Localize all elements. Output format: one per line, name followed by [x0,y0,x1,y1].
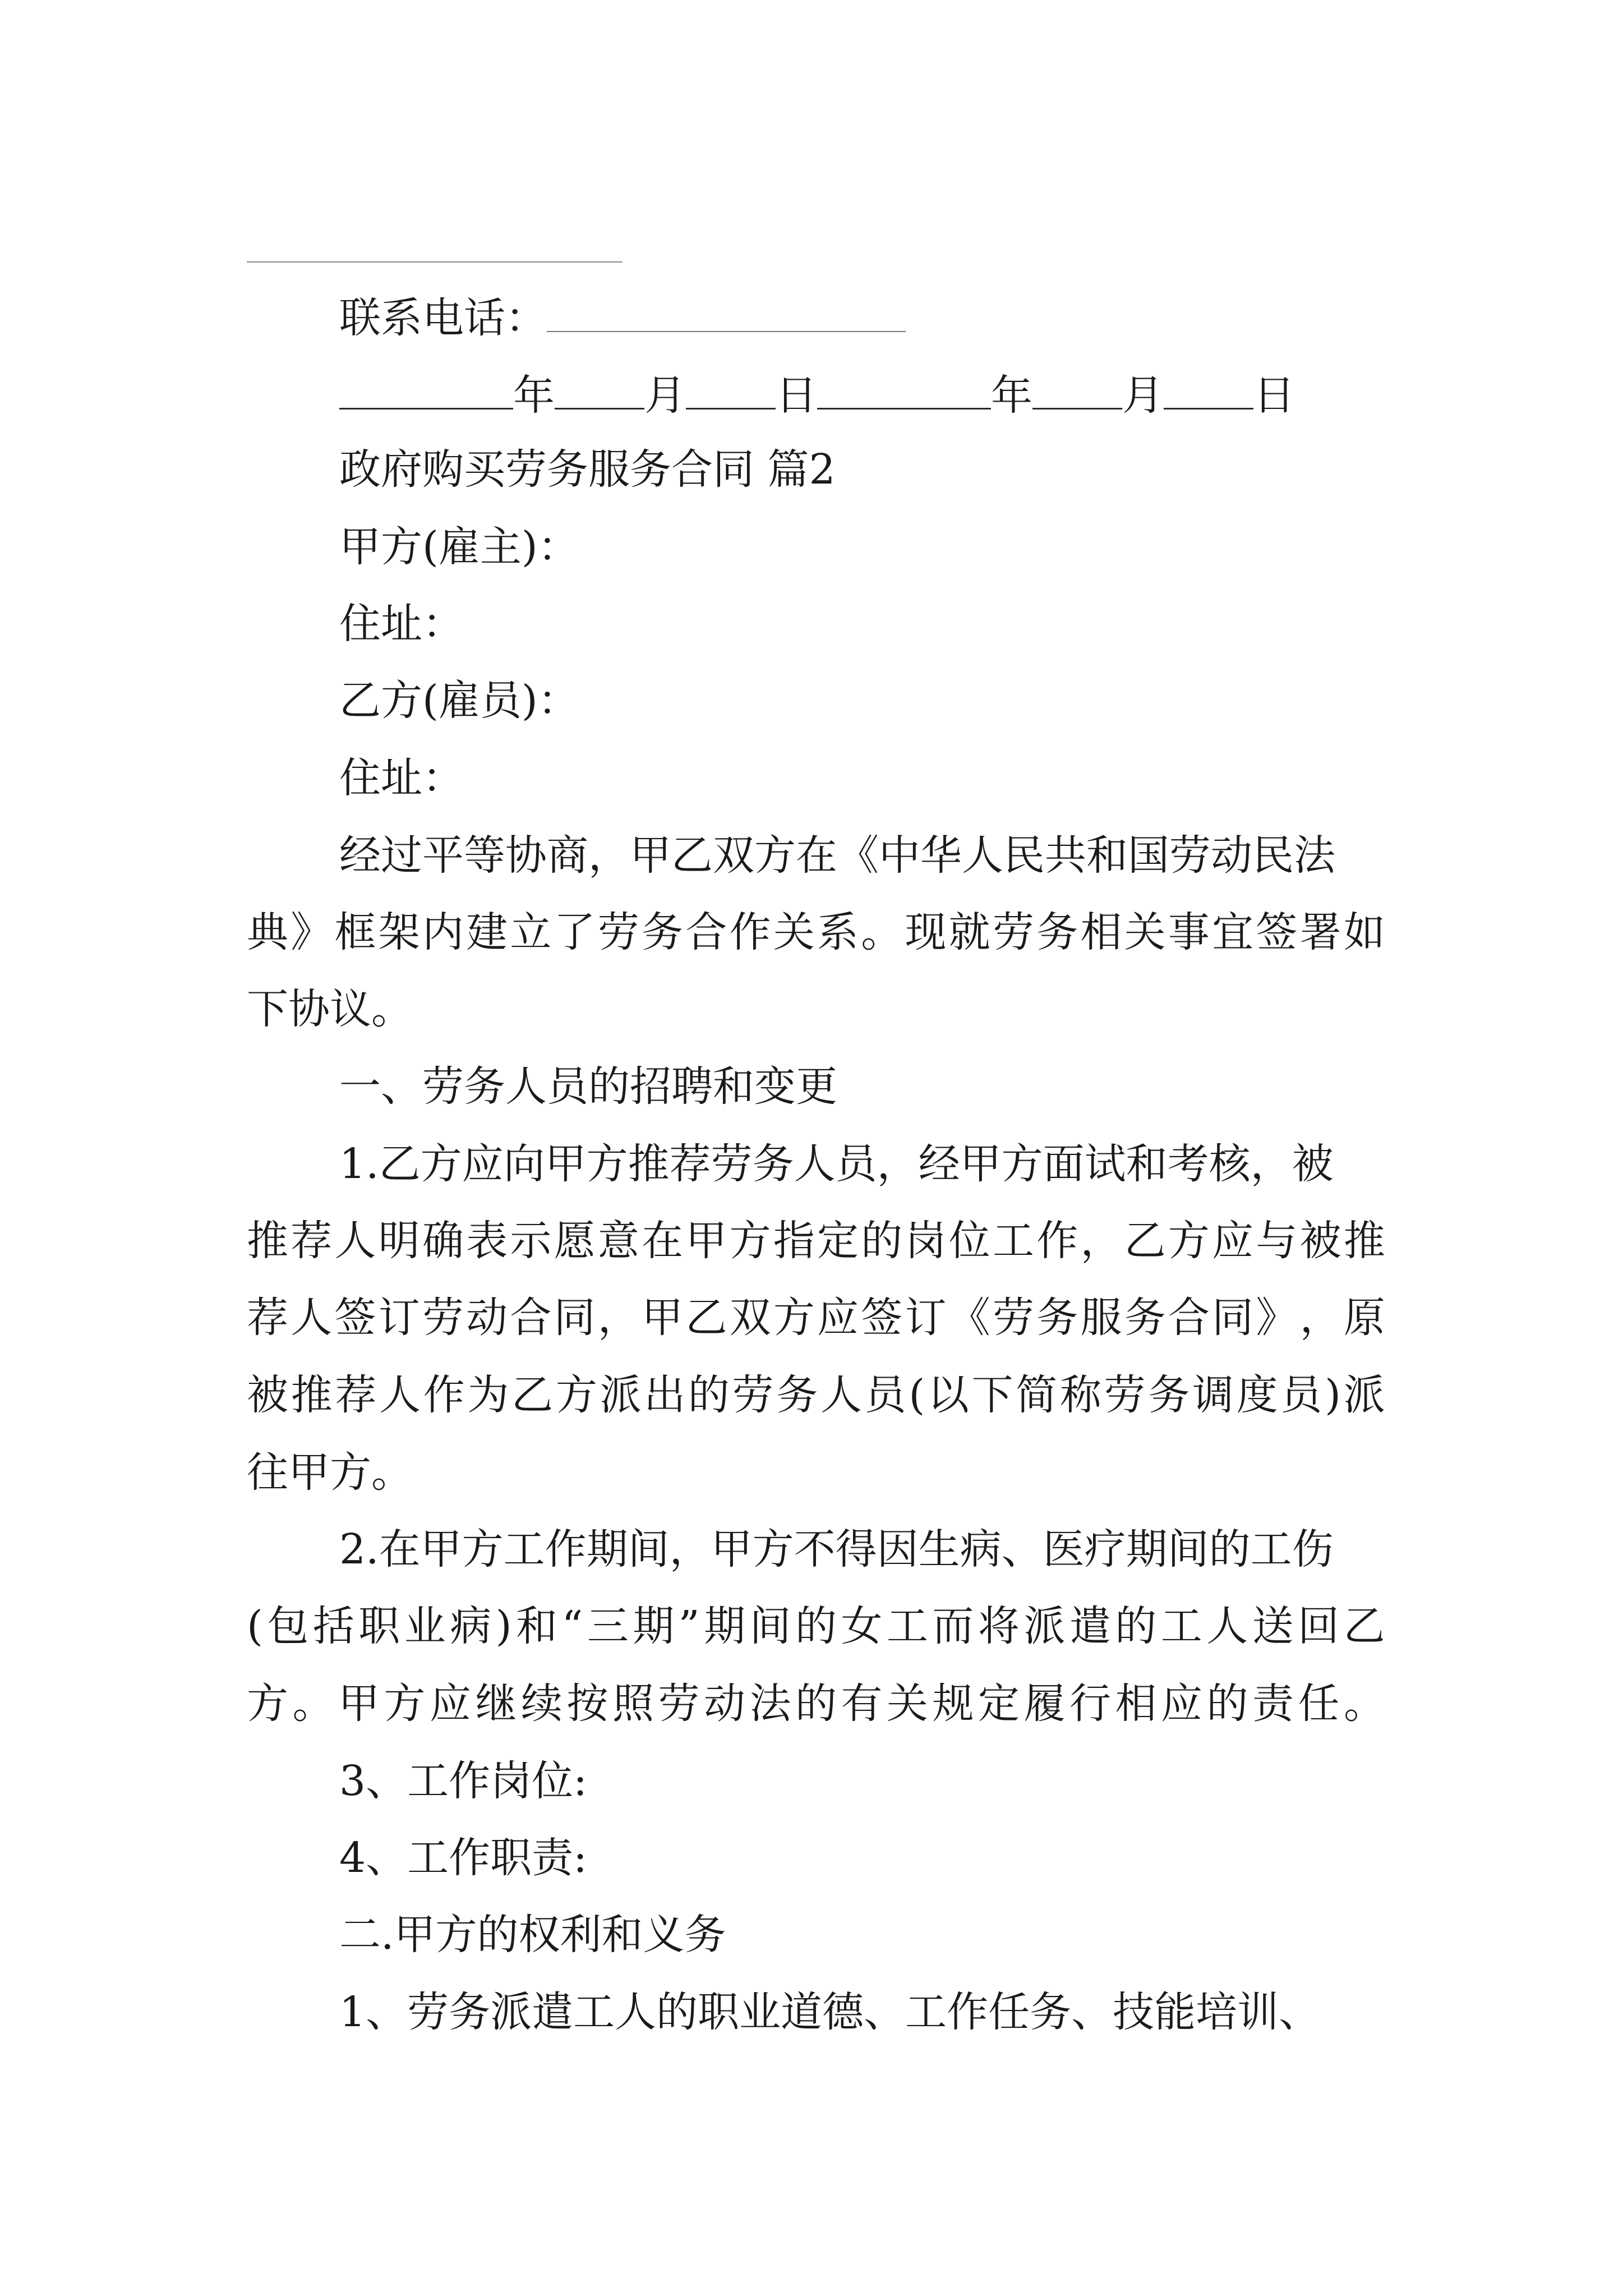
party-a-label: 甲方(雇主)： [339,523,579,571]
day-unit-1: 日 [776,371,817,420]
clause1-item1-line-2: 推 荐 人 明 确 表 示 愿 意 在 甲 方 指 定 的 岗 位 工 作 ， 乙 方 应 与 被 推 [247,1217,1385,1265]
clause1-heading: 一、劳务人员的招聘和变更 [339,1062,837,1111]
clause1-item1-line-4: 被 推 荐 人 作 为 乙 方 派 出 的 劳 务 人 员 ( 以 下 简 称 劳 务 调 度 员 ) 派 [247,1371,1385,1419]
top-signature-line [247,261,623,263]
preamble-line-2: 典 》 框 架 内 建 立 了 劳 务 合 作 关 系 。 现 就 劳 务 相 关 事 宜 签 署 如 [247,908,1385,956]
year-blank-2[interactable] [817,373,991,409]
date-row [339,371,1295,420]
clause1-item2-line-3: 方 。 甲 方 应 继 续 按 照 劳 动 法 的 有 关 规 定 履 行 相 应 的 责 任 。 [247,1680,1385,1728]
month-unit-2: 月 [1122,371,1164,420]
clause1-item1-line-3: 荐 人 签 订 劳 动 合 同 ， 甲 乙 双 方 应 签 订 《 劳 务 服 务 合 同 》 ， 原 [247,1294,1385,1342]
month-blank-2[interactable] [1032,373,1122,409]
clause1-item2-line-2: ( 包 括 职 业 病 ) 和 “ 三 期 ” 期 间 的 女 工 而 将 派 遣 的 工 人 送 回 乙 [247,1602,1385,1650]
party-a-address-label: 住址： [339,600,464,648]
clause1-item4: 4、工作职责: [339,1834,588,1882]
clause2-heading: 二.甲方的权利和义务 [339,1911,726,1959]
year-unit-1: 年 [513,371,555,420]
month-unit-1: 月 [644,371,686,420]
contact-phone-blank[interactable] [547,296,906,332]
clause1-item3: 3、工作岗位: [339,1757,588,1805]
day-blank-2[interactable] [1164,373,1253,409]
party-b-label: 乙方(雇员)： [339,677,579,725]
party-b-address-label: 住址： [339,754,464,802]
clause1-item1-line-1: 1.乙方应向甲方推荐劳务人员，经甲方面试和考核，被 [339,1140,1334,1188]
year-unit-2: 年 [991,371,1032,420]
year-blank-1[interactable] [339,373,513,409]
day-unit-2: 日 [1253,371,1295,420]
clause1-item1-line-5: 往甲方。 [247,1448,413,1497]
clause2-item1: 1、劳务派遣工人的职业道德、工作任务、技能培训、 [339,1988,1321,2036]
day-blank-1[interactable] [686,373,776,409]
clause1-item2-line-1: 2.在甲方工作期间，甲方不得因生病、医疗期间的工伤 [339,1525,1334,1573]
month-blank-1[interactable] [555,373,644,409]
preamble-line-3: 下协议。 [247,985,413,1033]
section-title: 政府购买劳务服务合同 篇2 [339,445,836,494]
contact-phone-label: 联系电话： [339,294,547,342]
contact-phone-row [339,294,906,342]
preamble-line-1: 经过平等协商，甲乙双方在《中华人民共和国劳动民法 [339,831,1335,880]
